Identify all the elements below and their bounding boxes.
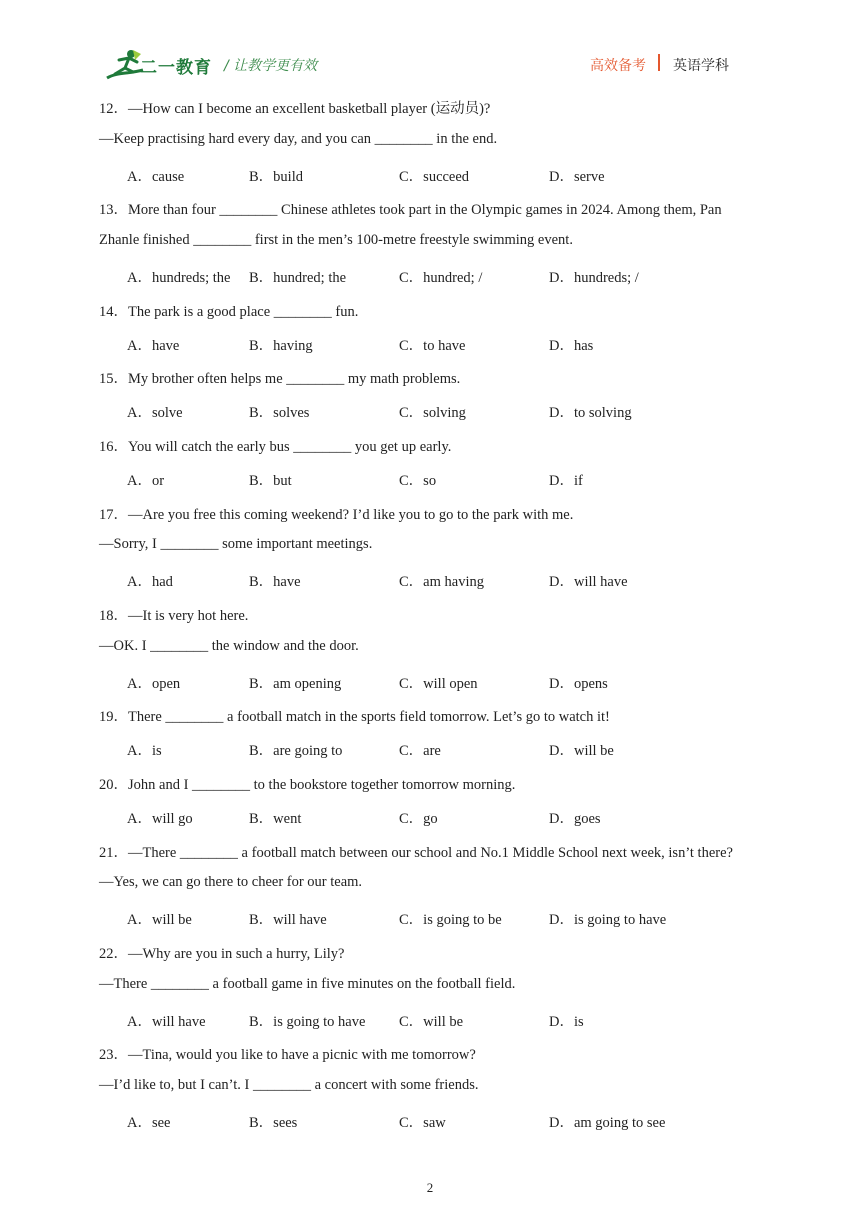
answer-option-a: A．had	[127, 574, 173, 591]
answer-option-c: C．succeed	[399, 168, 470, 185]
question-stem: 22．—Why are you in such a hurry, Lily?	[99, 946, 345, 962]
answer-option-b: B．having	[249, 337, 313, 354]
answer-option-a: A．cause	[127, 168, 185, 185]
question-stem: 19．There ________ a football match in the sports field tomorrow. Let’s go to watch it!	[99, 709, 610, 726]
answer-option-d: D．will have	[549, 574, 628, 591]
answer-option-c: C．hundred; /	[399, 270, 483, 286]
question-continuation: Zhanle finished ________ first in the men’s 100-metre freestyle swimming event.	[99, 232, 573, 249]
answer-option-d: D．is	[549, 1013, 584, 1030]
question-stem: 12．—How can I become an excellent basketball player (运动员)?	[99, 101, 491, 117]
question-stem: 23．—Tina, would you like to have a picnic with me tomorrow?	[99, 1047, 476, 1064]
answer-option-c: C．is going to be	[399, 912, 502, 929]
question-continuation: —OK. I ________ the window and the door.	[99, 637, 359, 654]
answer-option-b: B．will have	[249, 912, 327, 929]
question-continuation: —Keep practising hard every day, and you can ________ in the end.	[99, 130, 498, 147]
header-tag-subject: 英语学科	[673, 58, 729, 74]
answer-option-c: C．solving	[399, 405, 466, 422]
answer-option-a: A．hundreds; the	[127, 270, 231, 286]
answer-option-b: B．build	[249, 168, 303, 185]
question-stem: 20．John and I ________ to the bookstore together tomorrow morning.	[99, 777, 516, 793]
answer-option-b: B．is going to have	[249, 1013, 366, 1030]
answer-option-a: A．will be	[127, 912, 192, 929]
question-stem: 16．You will catch the early bus ________ you get up early.	[99, 439, 452, 455]
answer-option-c: C．are	[399, 743, 441, 760]
answer-option-b: B．went	[249, 810, 302, 827]
answer-option-d: D．is going to have	[549, 912, 667, 929]
answer-option-c: C．so	[399, 472, 437, 489]
answer-option-d: D．serve	[549, 168, 605, 185]
question-continuation: —Yes, we can go there to cheer for our team.	[99, 874, 363, 891]
answer-option-c: C．will be	[399, 1013, 464, 1030]
answer-option-b: B．have	[249, 574, 301, 591]
answer-option-b: B．am opening	[249, 675, 342, 692]
question-continuation: —Sorry, I ________ some important meetings.	[99, 536, 373, 553]
header-divider	[658, 54, 660, 71]
answer-option-d: D．if	[549, 472, 583, 489]
answer-option-c: C．to have	[399, 337, 466, 354]
answer-option-b: B．but	[249, 472, 292, 489]
question-continuation: —There ________ a football game in five minutes on the football field.	[99, 975, 516, 992]
answer-option-b: B．are going to	[249, 743, 343, 760]
answer-option-a: A．open	[127, 675, 181, 692]
answer-option-d: D．to solving	[549, 405, 632, 422]
logo-text: 二一教育	[140, 58, 212, 78]
page-header	[0, 0, 860, 96]
answer-option-b: B．hundred; the	[249, 270, 347, 286]
answer-option-a: A．will go	[127, 810, 193, 827]
answer-option-d: D．goes	[549, 810, 601, 827]
answer-option-d: D．will be	[549, 743, 614, 760]
answer-option-b: B．solves	[249, 405, 310, 422]
answer-option-b: B．sees	[249, 1115, 298, 1131]
question-stem: 21．—There ________ a football match between our school and No.1 Middle School next week, isn’t there?	[99, 844, 733, 861]
answer-option-c: C．will open	[399, 675, 478, 692]
answer-option-d: D．hundreds; /	[549, 270, 639, 286]
answer-option-c: C．am having	[399, 574, 484, 591]
answer-option-a: A．solve	[127, 405, 183, 422]
answer-option-a: A．or	[127, 472, 165, 489]
answer-option-c: C．go	[399, 810, 438, 827]
question-stem: 15．My brother often helps me ________ my math problems.	[99, 371, 461, 388]
question-continuation: —I’d like to, but I can’t. I ________ a concert with some friends.	[99, 1077, 479, 1094]
page-number: 2	[426, 1180, 434, 1195]
slogan: / 让教学更有效	[224, 58, 318, 74]
question-stem: 18．—It is very hot here.	[99, 608, 249, 624]
answer-option-d: D．am going to see	[549, 1115, 666, 1131]
answer-option-a: A．see	[127, 1115, 171, 1131]
answer-option-a: A．is	[127, 743, 162, 760]
answer-option-a: A．will have	[127, 1013, 206, 1030]
header-tag-exam: 高效备考	[590, 58, 646, 74]
answer-option-d: D．has	[549, 337, 594, 354]
answer-option-c: C．saw	[399, 1115, 446, 1131]
answer-option-d: D．opens	[549, 675, 608, 692]
answer-option-a: A．have	[127, 337, 180, 354]
question-stem: 14．The park is a good place ________ fun.	[99, 303, 359, 320]
question-stem: 13．More than four ________ Chinese athletes took part in the Olympic games in 2024. Among them, Pan	[99, 202, 722, 219]
question-stem: 17．—Are you free this coming weekend? I’d like you to go to the park with me.	[99, 506, 574, 523]
